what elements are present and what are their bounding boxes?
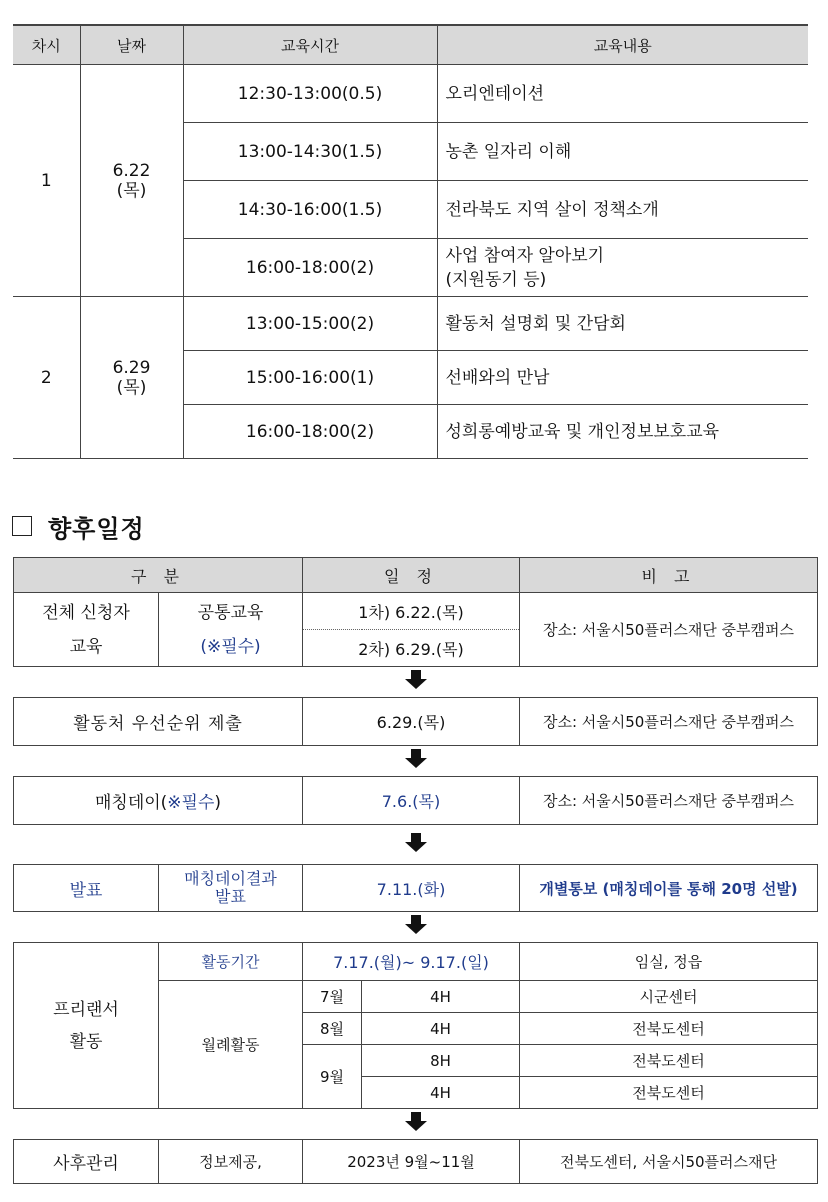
date-cell	[80, 297, 183, 459]
table-row	[14, 593, 818, 630]
table-row	[14, 865, 818, 912]
time-cell: 13:00-14:30(1.5)	[183, 123, 437, 181]
arrow-cell	[14, 746, 818, 777]
announce-date-cell: 7.11.(화)	[303, 865, 520, 912]
arrow-cell	[14, 667, 818, 698]
down-arrow-icon	[405, 670, 427, 690]
month-cell: 7월	[303, 981, 362, 1013]
announce-sub-cell	[159, 865, 303, 912]
announce-label-cell: 발표	[14, 865, 159, 912]
date-value: 6.22	[112, 160, 151, 181]
content-cell: 전라북도 지역 살이 정책소개	[437, 181, 808, 239]
matching-label-close: )	[214, 793, 222, 813]
down-arrow-icon	[405, 833, 427, 853]
arrow-cell	[14, 912, 818, 943]
checkbox-icon	[12, 516, 32, 536]
followup-sub-cell: 정보제공,	[159, 1140, 303, 1184]
followup-date-cell: 2023년 9월~11월	[303, 1140, 520, 1184]
matching-date-cell: 7.6.(목)	[303, 777, 520, 825]
freelance-label-cell	[14, 943, 159, 1109]
content-line: 사업 참여자 알아보기	[445, 245, 605, 266]
edu-note-cell: 장소: 서울시50플러스재단 중부캠퍼스	[520, 593, 818, 667]
table-row	[14, 777, 818, 825]
table-header-row	[13, 25, 808, 65]
place-cell: 시군센터	[520, 981, 818, 1013]
hours-cell: 4H	[362, 1077, 520, 1109]
edu-label-line: 교육	[69, 636, 103, 657]
edu-date-cell: 1차) 6.22.(목)	[303, 593, 520, 630]
period-label-cell: 활동기간	[159, 943, 303, 981]
edu-label-line: 전체 신청자	[42, 602, 130, 623]
matching-label-text: 매칭데이(	[94, 793, 168, 813]
date-day: (목)	[116, 377, 147, 398]
table-row	[14, 943, 818, 981]
content-cell	[437, 239, 808, 297]
edu-sub-cell	[159, 593, 303, 667]
header-schedule: 일 정	[303, 558, 520, 593]
priority-note-cell: 장소: 서울시50플러스재단 중부캠퍼스	[520, 698, 818, 746]
announce-note-cell: 개별통보 (매칭데이를 통해 20명 선발)	[520, 865, 818, 912]
date-day: (목)	[116, 180, 147, 201]
table-row	[14, 698, 818, 746]
arrow-row	[14, 825, 818, 865]
arrow-row	[14, 1109, 818, 1140]
monthly-label-cell: 월례활동	[159, 981, 303, 1109]
header-date: 날짜	[80, 25, 183, 65]
section-title: 향후일정	[48, 514, 145, 543]
table-header-row	[14, 558, 818, 593]
future-schedule-table	[13, 557, 818, 1184]
priority-label-cell: 활동처 우선순위 제출	[14, 698, 303, 746]
section-heading	[12, 510, 145, 542]
table-row	[14, 1140, 818, 1184]
header-round: 차시	[13, 25, 80, 65]
time-cell: 16:00-18:00(2)	[183, 405, 437, 459]
time-cell: 12:30-13:00(0.5)	[183, 65, 437, 123]
date-value: 6.29	[112, 357, 151, 378]
time-cell: 14:30-16:00(1.5)	[183, 181, 437, 239]
time-cell: 16:00-18:00(2)	[183, 239, 437, 297]
content-cell: 오리엔테이션	[437, 65, 808, 123]
period-value-cell: 7.17.(월)~ 9.17.(일)	[303, 943, 520, 981]
followup-label-cell: 사후관리	[14, 1140, 159, 1184]
place-cell: 전북도센터	[520, 1077, 818, 1109]
freelance-label-line: 프리랜서	[53, 999, 119, 1020]
matching-label-cell	[14, 777, 303, 825]
content-cell: 농촌 일자리 이해	[437, 123, 808, 181]
table-row	[13, 65, 808, 123]
freelance-label-line: 활동	[69, 1031, 103, 1052]
down-arrow-icon	[405, 749, 427, 769]
down-arrow-icon	[405, 1112, 427, 1132]
place-cell: 전북도센터	[520, 1013, 818, 1045]
hours-cell: 8H	[362, 1045, 520, 1077]
announce-sub-line: 발표	[215, 887, 246, 906]
edu-sub-line: 공통교육	[197, 602, 264, 623]
round-cell: 1	[13, 65, 80, 297]
round-cell: 2	[13, 297, 80, 459]
arrow-row	[14, 667, 818, 698]
edu-label-cell	[14, 593, 159, 667]
arrow-cell	[14, 825, 818, 865]
matching-required-note: ※필수	[167, 793, 215, 813]
content-line: (지원동기 등)	[445, 269, 547, 290]
arrow-row	[14, 912, 818, 943]
hours-cell: 4H	[362, 1013, 520, 1045]
header-note: 비 고	[520, 558, 818, 593]
table-row	[13, 297, 808, 351]
matching-note-cell: 장소: 서울시50플러스재단 중부캠퍼스	[520, 777, 818, 825]
content-cell: 성희롱예방교육 및 개인정보보호교육	[437, 405, 808, 459]
content-cell: 선배와의 만남	[437, 351, 808, 405]
edu-date-cell: 2차) 6.29.(목)	[303, 630, 520, 667]
time-cell: 15:00-16:00(1)	[183, 351, 437, 405]
month-cell: 8월	[303, 1013, 362, 1045]
followup-note-cell: 전북도센터, 서울시50플러스재단	[520, 1140, 818, 1184]
education-schedule-table	[13, 24, 808, 459]
header-content: 교육내용	[437, 25, 808, 65]
header-category: 구 분	[14, 558, 303, 593]
down-arrow-icon	[405, 915, 427, 935]
priority-date-cell: 6.29.(목)	[303, 698, 520, 746]
hours-cell: 4H	[362, 981, 520, 1013]
content-cell: 활동처 설명회 및 간담회	[437, 297, 808, 351]
time-cell: 13:00-15:00(2)	[183, 297, 437, 351]
date-cell	[80, 65, 183, 297]
header-time: 교육시간	[183, 25, 437, 65]
announce-sub-line: 매칭데이결과	[184, 869, 277, 888]
month-cell: 9월	[303, 1045, 362, 1109]
place-cell: 전북도센터	[520, 1045, 818, 1077]
arrow-cell	[14, 1109, 818, 1140]
arrow-row	[14, 746, 818, 777]
period-note-cell: 임실, 정읍	[520, 943, 818, 981]
edu-required-note: (※필수)	[200, 636, 261, 657]
